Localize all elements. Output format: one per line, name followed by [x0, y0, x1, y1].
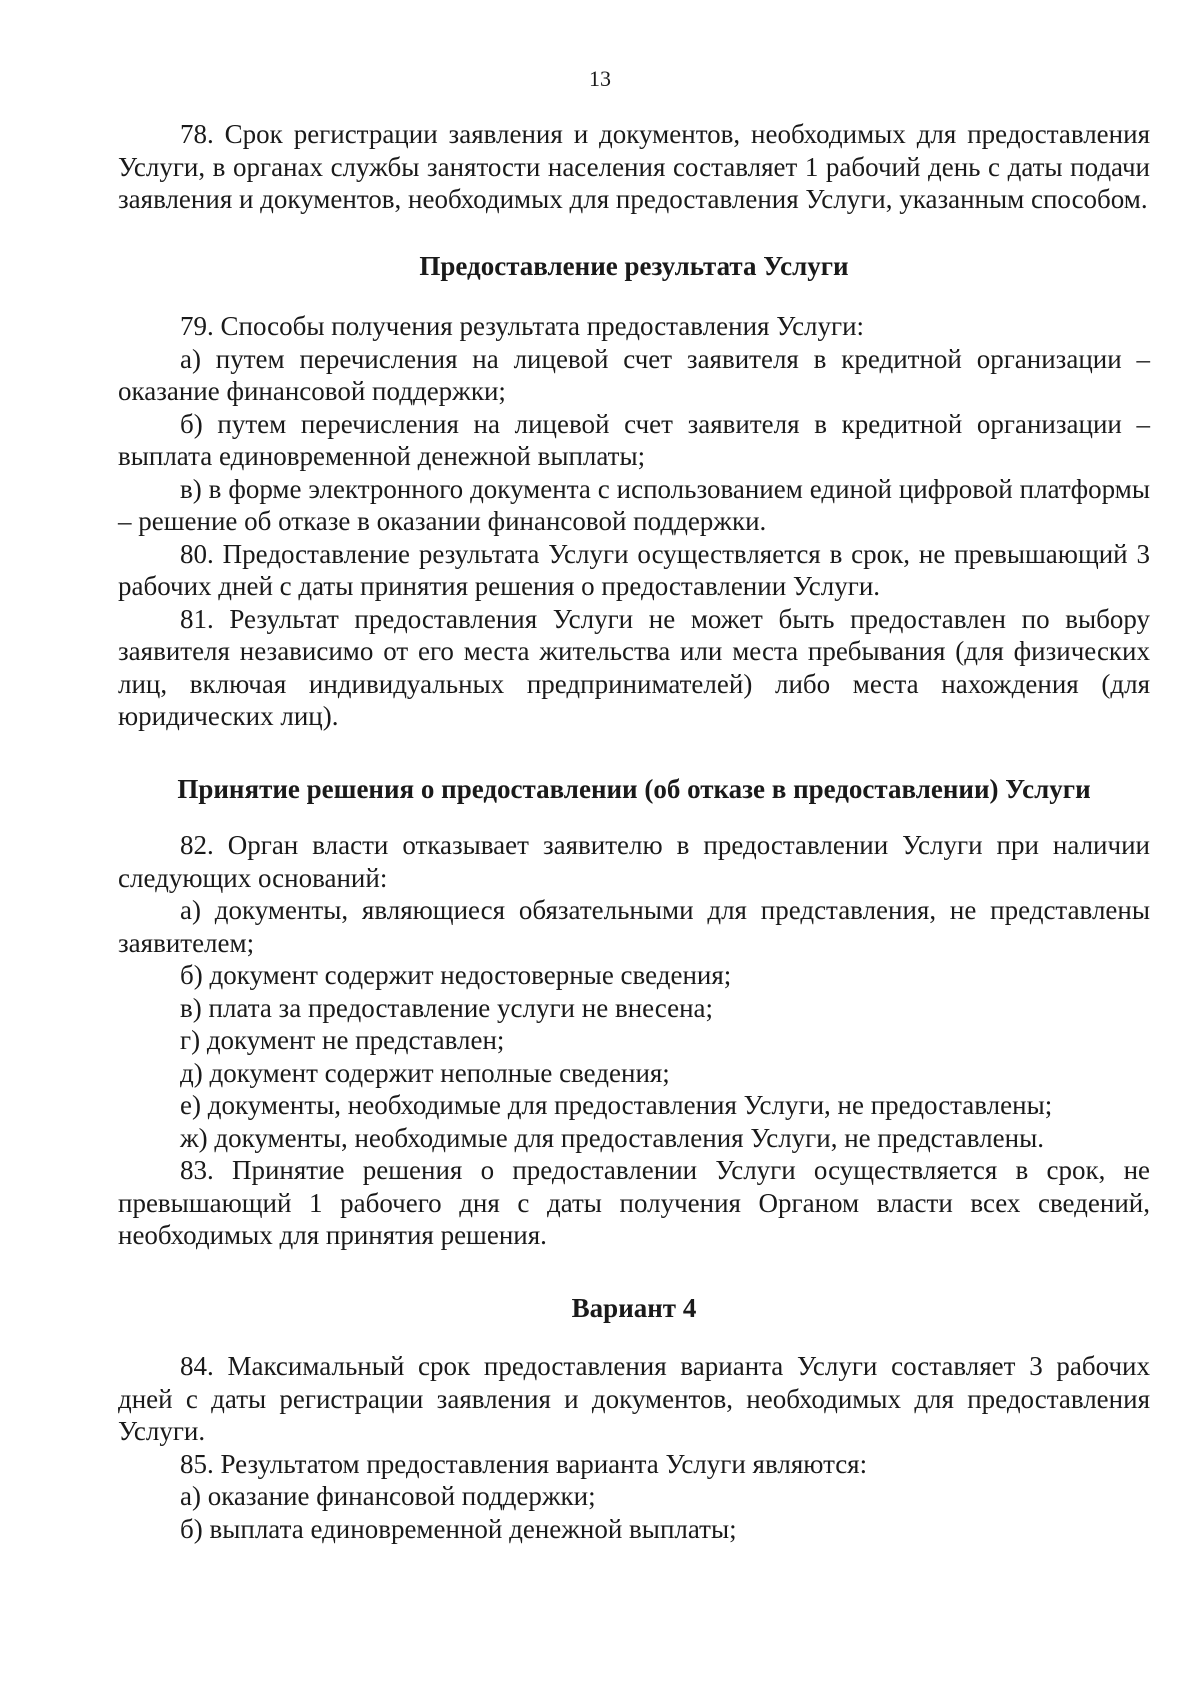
document-body [118, 118, 1150, 1545]
section-heading-variant-4: Вариант 4 [571, 1292, 697, 1323]
paragraph-80: 80. Предоставление результата Услуги осуществляется в срок, не превышающий 3 рабочих дней с даты принятия решения о предоставлении Услуги. [118, 538, 1150, 601]
paragraph-83: 83. Принятие решения о предоставлении Услуги осуществляется в срок, не превышающий 1 рабочего дня с даты получения Органом власти всех сведений, необходимых для принятия решения. [118, 1155, 1150, 1250]
paragraph-85: 85. Результатом предоставления варианта Услуги являются: [180, 1448, 868, 1479]
section-heading-result: Предоставление результата Услуги [419, 250, 849, 281]
paragraph-84: 84. Максимальный срок предоставления варианта Услуги составляет 3 рабочих дней с даты регистрации заявления и документов, необходимых для предоставления Услуги. [118, 1351, 1150, 1446]
paragraph-79-b: б) путем перечисления на лицевой счет заявителя в кредитной организации – выплата единовременной денежной выплаты; [118, 408, 1150, 471]
paragraph-79: 79. Способы получения результата предоставления Услуги: [180, 311, 865, 341]
paragraph-85-b: б) выплата единовременной денежной выплаты; [180, 1513, 737, 1544]
paragraph-78: 78. Срок регистрации заявления и документов, необходимых для предоставления Услуги, в органах службы занятости населения составляет 1 рабочий день с даты подачи заявления и документов, необходимых для предоставления Услуги, указанным способом. [118, 119, 1150, 214]
paragraph-82: 82. Орган власти отказывает заявителю в предоставлении Услуги при наличии следующих оснований: [118, 830, 1150, 893]
paragraph-82-g: г) документ не представлен; [180, 1025, 505, 1055]
paragraph-79-a: а) путем перечисления на лицевой счет заявителя в кредитной организации – оказание финансовой поддержки; [118, 343, 1150, 406]
section-heading-decision: Принятие решения о предоставлении (об отказе в предоставлении) Услуги [177, 773, 1091, 804]
page-number: 13 [589, 66, 611, 91]
paragraph-82-b: б) документ содержит недостоверные сведения; [180, 960, 732, 990]
paragraph-82-d: д) документ содержит неполные сведения; [180, 1057, 670, 1088]
paragraph-82-e: е) документы, необходимые для предоставления Услуги, не предоставлены; [180, 1090, 1053, 1120]
paragraph-81: 81. Результат предоставления Услуги не может быть предоставлен по выбору заявителя независимо от его места жительства или места пребывания (для физических лиц, включая индивидуальных предпринимателей) либо места нахождения (для юридических лиц). [118, 603, 1150, 731]
paragraph-82-v: в) плата за предоставление услуги не внесена; [180, 992, 714, 1023]
paragraph-82-a: а) документы, являющиеся обязательными для представления, не представлены заявителем; [118, 895, 1150, 958]
paragraph-85-a: а) оказание финансовой поддержки; [180, 1481, 596, 1511]
paragraph-79-v: в) в форме электронного документа с использованием единой цифровой платформы – решение об отказе в оказании финансовой поддержки. [118, 473, 1150, 536]
paragraph-82-zh: ж) документы, необходимые для предоставления Услуги, не представлены. [180, 1122, 1044, 1153]
